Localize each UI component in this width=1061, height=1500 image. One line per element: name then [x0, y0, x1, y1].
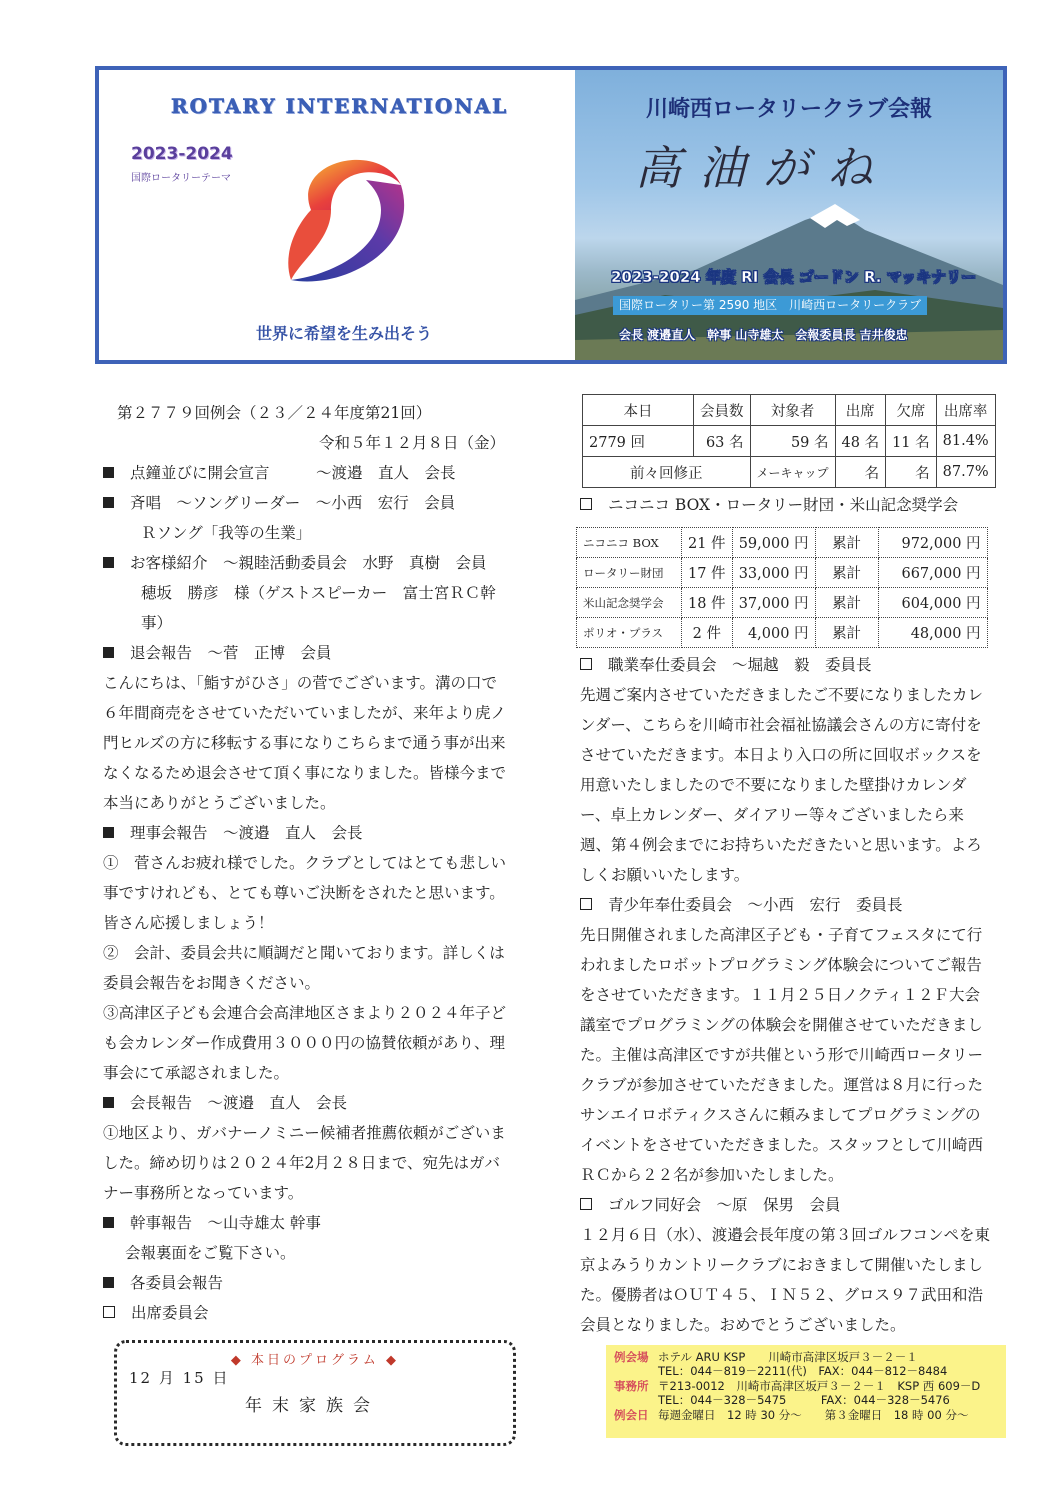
paragraph-line: ナー事務所となっています。 [103, 1184, 304, 1202]
venue-label: 例会場 [614, 1350, 649, 1364]
ri-president-line: 2023-2024 年度 RI 会長 ゴードン R. マッキナリー [611, 268, 977, 286]
table-cell: 59,000 円 [732, 528, 815, 558]
table-cell: 63 名 [694, 426, 751, 457]
table-cell: 18 件 [682, 588, 733, 618]
paragraph-line: 京よみうりカントリークラブにおきまして開催いたしまし [580, 1256, 984, 1274]
paragraph-line: ＲＣから２２名が参加いたしました。 [580, 1166, 844, 1184]
donations-heading: ニコニコ BOX・ロータリー財団・米山記念奨学会 [580, 490, 958, 520]
golf-club-heading: ゴルフ同好会 ～原 保男 会員 [608, 1196, 841, 1214]
table-cell: 33,000 円 [732, 558, 815, 588]
table-row [577, 618, 988, 648]
paragraph-line: 会員となりました。おめでとうございました。 [580, 1316, 906, 1334]
table-row [577, 528, 988, 558]
venue-phone: TEL：044－819－2211(代) FAX：044－812－8484 [658, 1364, 948, 1379]
table-cell: 972,000 円 [878, 528, 987, 558]
paragraph-line: 委員会報告をお聞きください。 [103, 974, 321, 992]
agenda-president-report: 会長報告 ～渡邉 直人 会長 [130, 1094, 348, 1112]
club-banner [575, 70, 1003, 360]
club-info-box [606, 1345, 1006, 1438]
paragraph-line: させていただきます。本日より入口の所に回収ボックスを [580, 746, 982, 764]
table-header: 欠席 [886, 395, 937, 426]
newsletter-calligraphy: 高油がね [635, 141, 891, 195]
table-row [583, 426, 996, 457]
ri-theme-logo-icon [271, 140, 421, 290]
table-cell: 48,000 円 [878, 618, 987, 648]
table-header: 出席 [835, 395, 886, 426]
paragraph-line: た。主催は高津区ですが共催という形で川崎西ロータリー [580, 1046, 984, 1064]
paragraph-line: 会報裏面をご覧下さい。 [125, 1244, 296, 1262]
agenda-board-report: 理事会報告 ～渡邉 直人 会長 [130, 824, 363, 842]
paragraph-line: ー、卓上カレンダー、ダイアリー等々ございましたら来 [580, 806, 964, 824]
paragraph-line: ６年間商売をさせていただいていましたが、来年より虎ノ [103, 704, 507, 722]
masthead [95, 66, 1007, 364]
ri-theme-panel [99, 70, 575, 360]
bullet-square-icon [103, 497, 114, 508]
agenda-secretary-report: 幹事報告 ～山寺雄太 幹事 [130, 1214, 321, 1232]
bullet-square-icon [103, 467, 114, 478]
table-header: 会員数 [694, 395, 751, 426]
table-cell: 累計 [815, 528, 878, 558]
ri-motto: 世界に希望を生み出そう [256, 324, 433, 343]
todays-program-box [114, 1340, 516, 1446]
left-column [103, 398, 549, 1328]
program-date: 12 月 15 日 [129, 1369, 230, 1387]
bullet-square-icon [103, 557, 114, 568]
paragraph-line: 用意いたしましたので不要になりました壁掛けカレンダ [580, 776, 967, 794]
right-column [580, 650, 1026, 1340]
table-cell: 名 [835, 457, 886, 488]
agenda-opening: 点鐘並びに開会宣言 ～渡邉 直人 会長 [130, 464, 456, 482]
bullet-open-square-icon [103, 1306, 115, 1318]
program-title: ◆ 本日のプログラム ◆ [230, 1353, 400, 1368]
meeting-day: 毎週金曜日 12 時 30 分～ 第３金曜日 18 時 00 分～ [658, 1407, 969, 1422]
table-row [577, 588, 988, 618]
vocational-committee-heading: 職業奉仕委員会 ～堀越 毅 委員長 [608, 656, 872, 674]
paragraph-line: サンエイロボティクスさんに頼みましてプログラミングの [580, 1106, 981, 1124]
paragraph-line: われましたロボットプログラミング体験会についてご報告 [580, 956, 982, 974]
paragraph-line: ② 会計、委員会共に順調だと聞いております。詳しくは [103, 944, 505, 962]
table-cell: 2 件 [682, 618, 733, 648]
table-cell: 累計 [815, 588, 878, 618]
table-header: 出席率 [936, 395, 995, 426]
office-label: 事務所 [614, 1378, 649, 1393]
table-cell: 2779 回 [583, 426, 694, 457]
attendance-table [582, 394, 996, 488]
table-row [577, 558, 988, 588]
guest-line: 穂坂 勝彦 様（ゲストスピーカー 富士宮ＲＣ幹 [141, 584, 496, 602]
paragraph-line: 皆さん応援しましょう！ [103, 914, 274, 932]
table-cell: 87.7% [936, 457, 995, 488]
agenda-guests: お客様紹介 ～親睦活動委員会 水野 真樹 会員 [130, 554, 487, 572]
paragraph-line: 本当にありがとうございました。 [103, 794, 336, 812]
paragraph-line: 議室でプログラミングの体験会を開催させていただきまし [580, 1016, 983, 1034]
table-header: 本日 [583, 395, 694, 426]
table-cell: 81.4% [936, 426, 995, 457]
youth-committee-heading: 青少年奉仕委員会 ～小西 宏行 委員長 [608, 896, 903, 914]
paragraph-line: ③高津区子ども会連合会高津地区さまより２０２４年子ど [103, 1004, 507, 1022]
bullet-open-square-icon [580, 898, 592, 910]
paragraph-line: ①地区より、ガバナーノミニー候補者推薦依頼がございま [103, 1124, 506, 1142]
office-address: 〒213-0012 川崎市高津区坂戸３－２－１ KSP 西 609－D [658, 1378, 981, 1393]
paragraph-line: １２月６日（水）、渡邉会長年度の第３回ゴルフコンペを東 [580, 1226, 990, 1244]
paragraph-line: も会カレンダー作成費用３０００円の協賛依頼があり、理 [103, 1034, 505, 1052]
table-cell: メーキャップ [750, 457, 835, 488]
club-newsletter-title: 川崎西ロータリークラブ会報 [645, 97, 932, 122]
song-title: Ｒソング「我等の生業」 [141, 524, 312, 542]
paragraph-line: イベントをさせていただきました。スタッフとして川崎西 [580, 1136, 984, 1154]
paragraph-line: こんにちは、「鮨すがひさ」の菅でございます。溝の口で [103, 674, 498, 692]
paragraph-line: 先日開催されました高津区子ども・子育てフェスタにて行 [580, 926, 983, 944]
program-event: 年末家族会 [245, 1396, 380, 1416]
bullet-square-icon [103, 647, 114, 658]
venue-address: ホテル ARU KSP 川崎市高津区坂戸３－２－１ [658, 1350, 918, 1364]
agenda-committee-reports: 各委員会報告 [130, 1274, 224, 1292]
bullet-open-square-icon [580, 498, 592, 510]
agenda-resignation: 退会報告 ～菅 正博 会員 [130, 644, 332, 662]
paragraph-line: しくお願いいたします。 [580, 866, 750, 884]
bullet-open-square-icon [580, 1198, 592, 1210]
table-header: 対象者 [750, 395, 835, 426]
meeting-number: 第２７７９回例会（２３／２４年度第21回） [117, 404, 432, 422]
ri-years: 2023-2024 [131, 144, 233, 164]
table-cell: ポリオ・プラス [577, 618, 682, 648]
bullet-square-icon [103, 1097, 114, 1108]
ri-theme-label: 国際ロータリーテーマ [131, 173, 231, 184]
guest-line-cont: 事） [141, 614, 173, 632]
meeting-day-label: 例会日 [614, 1407, 649, 1422]
bullet-open-square-icon [580, 658, 592, 670]
paragraph-line: なくなるため退会させて頂く事になりました。皆様今まで [103, 764, 507, 782]
office-phone: TEL：044－328－5475 FAX：044－328－5476 [658, 1393, 950, 1408]
table-cell: 累計 [815, 558, 878, 588]
district-line: 国際ロータリー第 2590 地区 川崎西ロータリークラブ [613, 296, 927, 315]
table-cell: 11 名 [886, 426, 937, 457]
table-cell: 21 件 [682, 528, 733, 558]
table-row [583, 395, 996, 426]
table-cell: 604,000 円 [878, 588, 987, 618]
donations-table [576, 527, 988, 648]
table-cell: 累計 [815, 618, 878, 648]
paragraph-line: クラブが参加させていただきました。運営は８月に行った [580, 1076, 984, 1094]
paragraph-line: た。優勝者はＯＵＴ４５、ＩＮ５２、グロス９７武田和浩 [580, 1286, 984, 1304]
table-row [583, 457, 996, 488]
table-cell: 667,000 円 [878, 558, 987, 588]
agenda-song: 斉唱 ～ソングリーダー ～小西 宏行 会員 [130, 494, 456, 512]
table-cell: 前々回修正 [583, 457, 751, 488]
table-cell: 米山記念奨学会 [577, 588, 682, 618]
paragraph-line: 事会にて承認されました。 [103, 1064, 290, 1082]
table-cell: 37,000 円 [732, 588, 815, 618]
ri-title: ROTARY INTERNATIONAL [171, 94, 509, 118]
paragraph-line: した。締め切りは２０２４年2月２８日まで、宛先はガバ [103, 1154, 501, 1172]
table-cell: 17 件 [682, 558, 733, 588]
paragraph-line: 事ですけれども、とても尊いご決断をされたと思います。 [103, 884, 505, 902]
paragraph-line: をさせていただきます。１１月２５日ノクティ１２Ｆ大会 [580, 986, 981, 1004]
paragraph-line: 先週ご案内させていただきましたご不要になりましたカレ [580, 686, 984, 704]
attendance-committee-heading: 出席委員会 [131, 1304, 209, 1322]
table-cell: ロータリー財団 [577, 558, 682, 588]
paragraph-line: 門ヒルズの方に移転する事になりこちらまで通う事が出来 [103, 734, 506, 752]
table-cell: ニコニコ BOX [577, 528, 682, 558]
table-cell: 48 名 [835, 426, 886, 457]
paragraph-line: 週、第４例会までにお持ちいただきたいと思います。よろ [580, 836, 982, 854]
paragraph-line: ンダー、こちらを川崎市社会福祉協議会さんの方に寄付を [580, 716, 982, 734]
paragraph-line: ① 菅さんお疲れ様でした。クラブとしてはとても悲しい [103, 854, 507, 872]
table-cell: 4,000 円 [732, 618, 815, 648]
table-cell: 名 [886, 457, 937, 488]
meeting-date: 令和５年１２月８日（金） [319, 434, 506, 452]
bullet-square-icon [103, 827, 114, 838]
bullet-square-icon [103, 1277, 114, 1288]
table-cell: 59 名 [750, 426, 835, 457]
club-officers-line: 会長 渡邉直人 幹事 山寺雄太 会報委員長 吉井俊忠 [619, 328, 908, 342]
bullet-square-icon [103, 1217, 114, 1228]
